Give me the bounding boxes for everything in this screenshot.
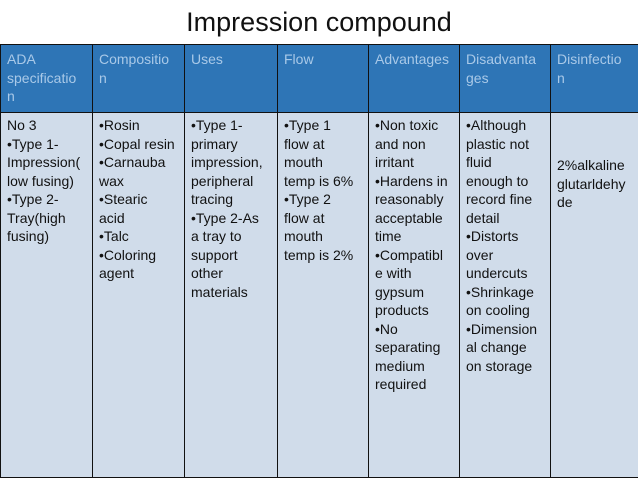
- cell-line: •Hardens in: [375, 172, 448, 189]
- cell-line: •Dimension: [466, 320, 538, 337]
- header-composition: Compositio n: [93, 45, 185, 113]
- header-flow: Flow: [278, 45, 369, 113]
- cell-line: materials: [191, 283, 248, 300]
- cell-line: Tray(high: [7, 209, 66, 226]
- table-header-row: [1, 45, 638, 113]
- cell-line: fusing): [7, 228, 50, 244]
- cell-line: on storage: [466, 357, 533, 374]
- cell-line: primary: [191, 135, 238, 152]
- cell-line: peripheral: [191, 172, 254, 189]
- cell-line: •Type 2-: [7, 191, 59, 207]
- cell-line: •Stearic: [99, 191, 148, 207]
- cell-line: Impression(: [7, 154, 81, 170]
- cell-disadvantages: [460, 113, 551, 478]
- cell-line: a tray to: [191, 228, 242, 244]
- slide-title: Impression compound: [186, 7, 452, 37]
- cell-line: mouth: [284, 228, 323, 244]
- cell-line: •Type 2-As: [191, 209, 259, 226]
- cell-line: •Coloring: [99, 246, 157, 263]
- cell-line: •Type 1-: [7, 135, 59, 152]
- cell-flow: [278, 113, 369, 478]
- cell-line: low fusing): [7, 172, 74, 189]
- cell-line: over: [466, 246, 494, 263]
- cell-line: agent: [99, 265, 135, 281]
- cell-line: record fine: [466, 191, 533, 207]
- cell-line: temp is 2%: [284, 246, 354, 263]
- cell-line: •Distorts: [466, 228, 519, 244]
- cell-line: fluid: [466, 154, 492, 170]
- cell-line: required: [375, 376, 427, 392]
- cell-advantages: [369, 113, 460, 478]
- cell-line: acceptable: [375, 209, 443, 226]
- cell-line: al change: [466, 339, 527, 355]
- cell-ada-specification: [1, 113, 93, 478]
- cell-uses: [185, 113, 278, 478]
- cell-line: de: [557, 194, 573, 210]
- table-row: [1, 113, 638, 478]
- cell-line: medium: [375, 357, 425, 374]
- cell-line: tracing: [191, 191, 234, 207]
- cell-line: flow at: [284, 135, 325, 152]
- header-disinfection: Disinfectio n: [551, 45, 638, 113]
- cell-line: products: [375, 302, 429, 318]
- header-advantages: Advantages: [369, 45, 460, 113]
- header-uses: Uses: [185, 45, 278, 113]
- cell-line: impression,: [191, 154, 263, 170]
- cell-line: •Copal resin: [99, 135, 175, 152]
- cell-line: •Type 1: [284, 117, 331, 133]
- cell-line: mouth: [284, 154, 323, 170]
- cell-line: plastic not: [466, 135, 530, 152]
- cell-line: and non: [375, 135, 426, 152]
- cell-line: irritant: [375, 154, 414, 170]
- cell-line: flow at: [284, 209, 325, 226]
- cell-line: undercuts: [466, 265, 528, 281]
- cell-line: separating: [375, 339, 441, 355]
- cell-line: gypsum: [375, 283, 425, 300]
- cell-disinfection: [551, 113, 638, 478]
- cell-line: reasonably: [375, 191, 444, 207]
- cell-line: support: [191, 246, 238, 263]
- cell-line: •Compatibl: [375, 246, 443, 263]
- cell-line: •Rosin: [99, 117, 140, 133]
- cell-line: on cooling: [466, 302, 530, 318]
- cell-line: enough to: [466, 172, 529, 189]
- cell-line: •Type 2: [284, 191, 331, 207]
- cell-line: •Type 1-: [191, 117, 243, 133]
- cell-line: acid: [99, 209, 125, 226]
- cell-line: glutarldehy: [557, 175, 626, 192]
- cell-line: time: [375, 228, 402, 244]
- cell-line: •Talc: [99, 228, 129, 244]
- cell-line: •Although: [466, 117, 527, 133]
- cell-line: e with: [375, 265, 412, 281]
- cell-line: detail: [466, 209, 500, 226]
- cell-composition: [93, 113, 185, 478]
- cell-line: wax: [99, 172, 124, 189]
- cell-line: •Shrinkage: [466, 283, 534, 300]
- cell-line: •Non toxic: [375, 117, 439, 133]
- header-ada-specification: ADA specificatio n: [1, 45, 93, 113]
- header-disadvantages: Disadvanta ges: [460, 45, 551, 113]
- cell-line: No 3: [7, 117, 37, 133]
- impression-compound-table: [0, 44, 638, 478]
- cell-line: temp is 6%: [284, 172, 354, 189]
- cell-line: •Carnauba: [99, 154, 166, 170]
- cell-line: other: [191, 265, 223, 281]
- cell-line: 2%alkaline: [557, 157, 625, 173]
- cell-line: •No: [375, 320, 398, 337]
